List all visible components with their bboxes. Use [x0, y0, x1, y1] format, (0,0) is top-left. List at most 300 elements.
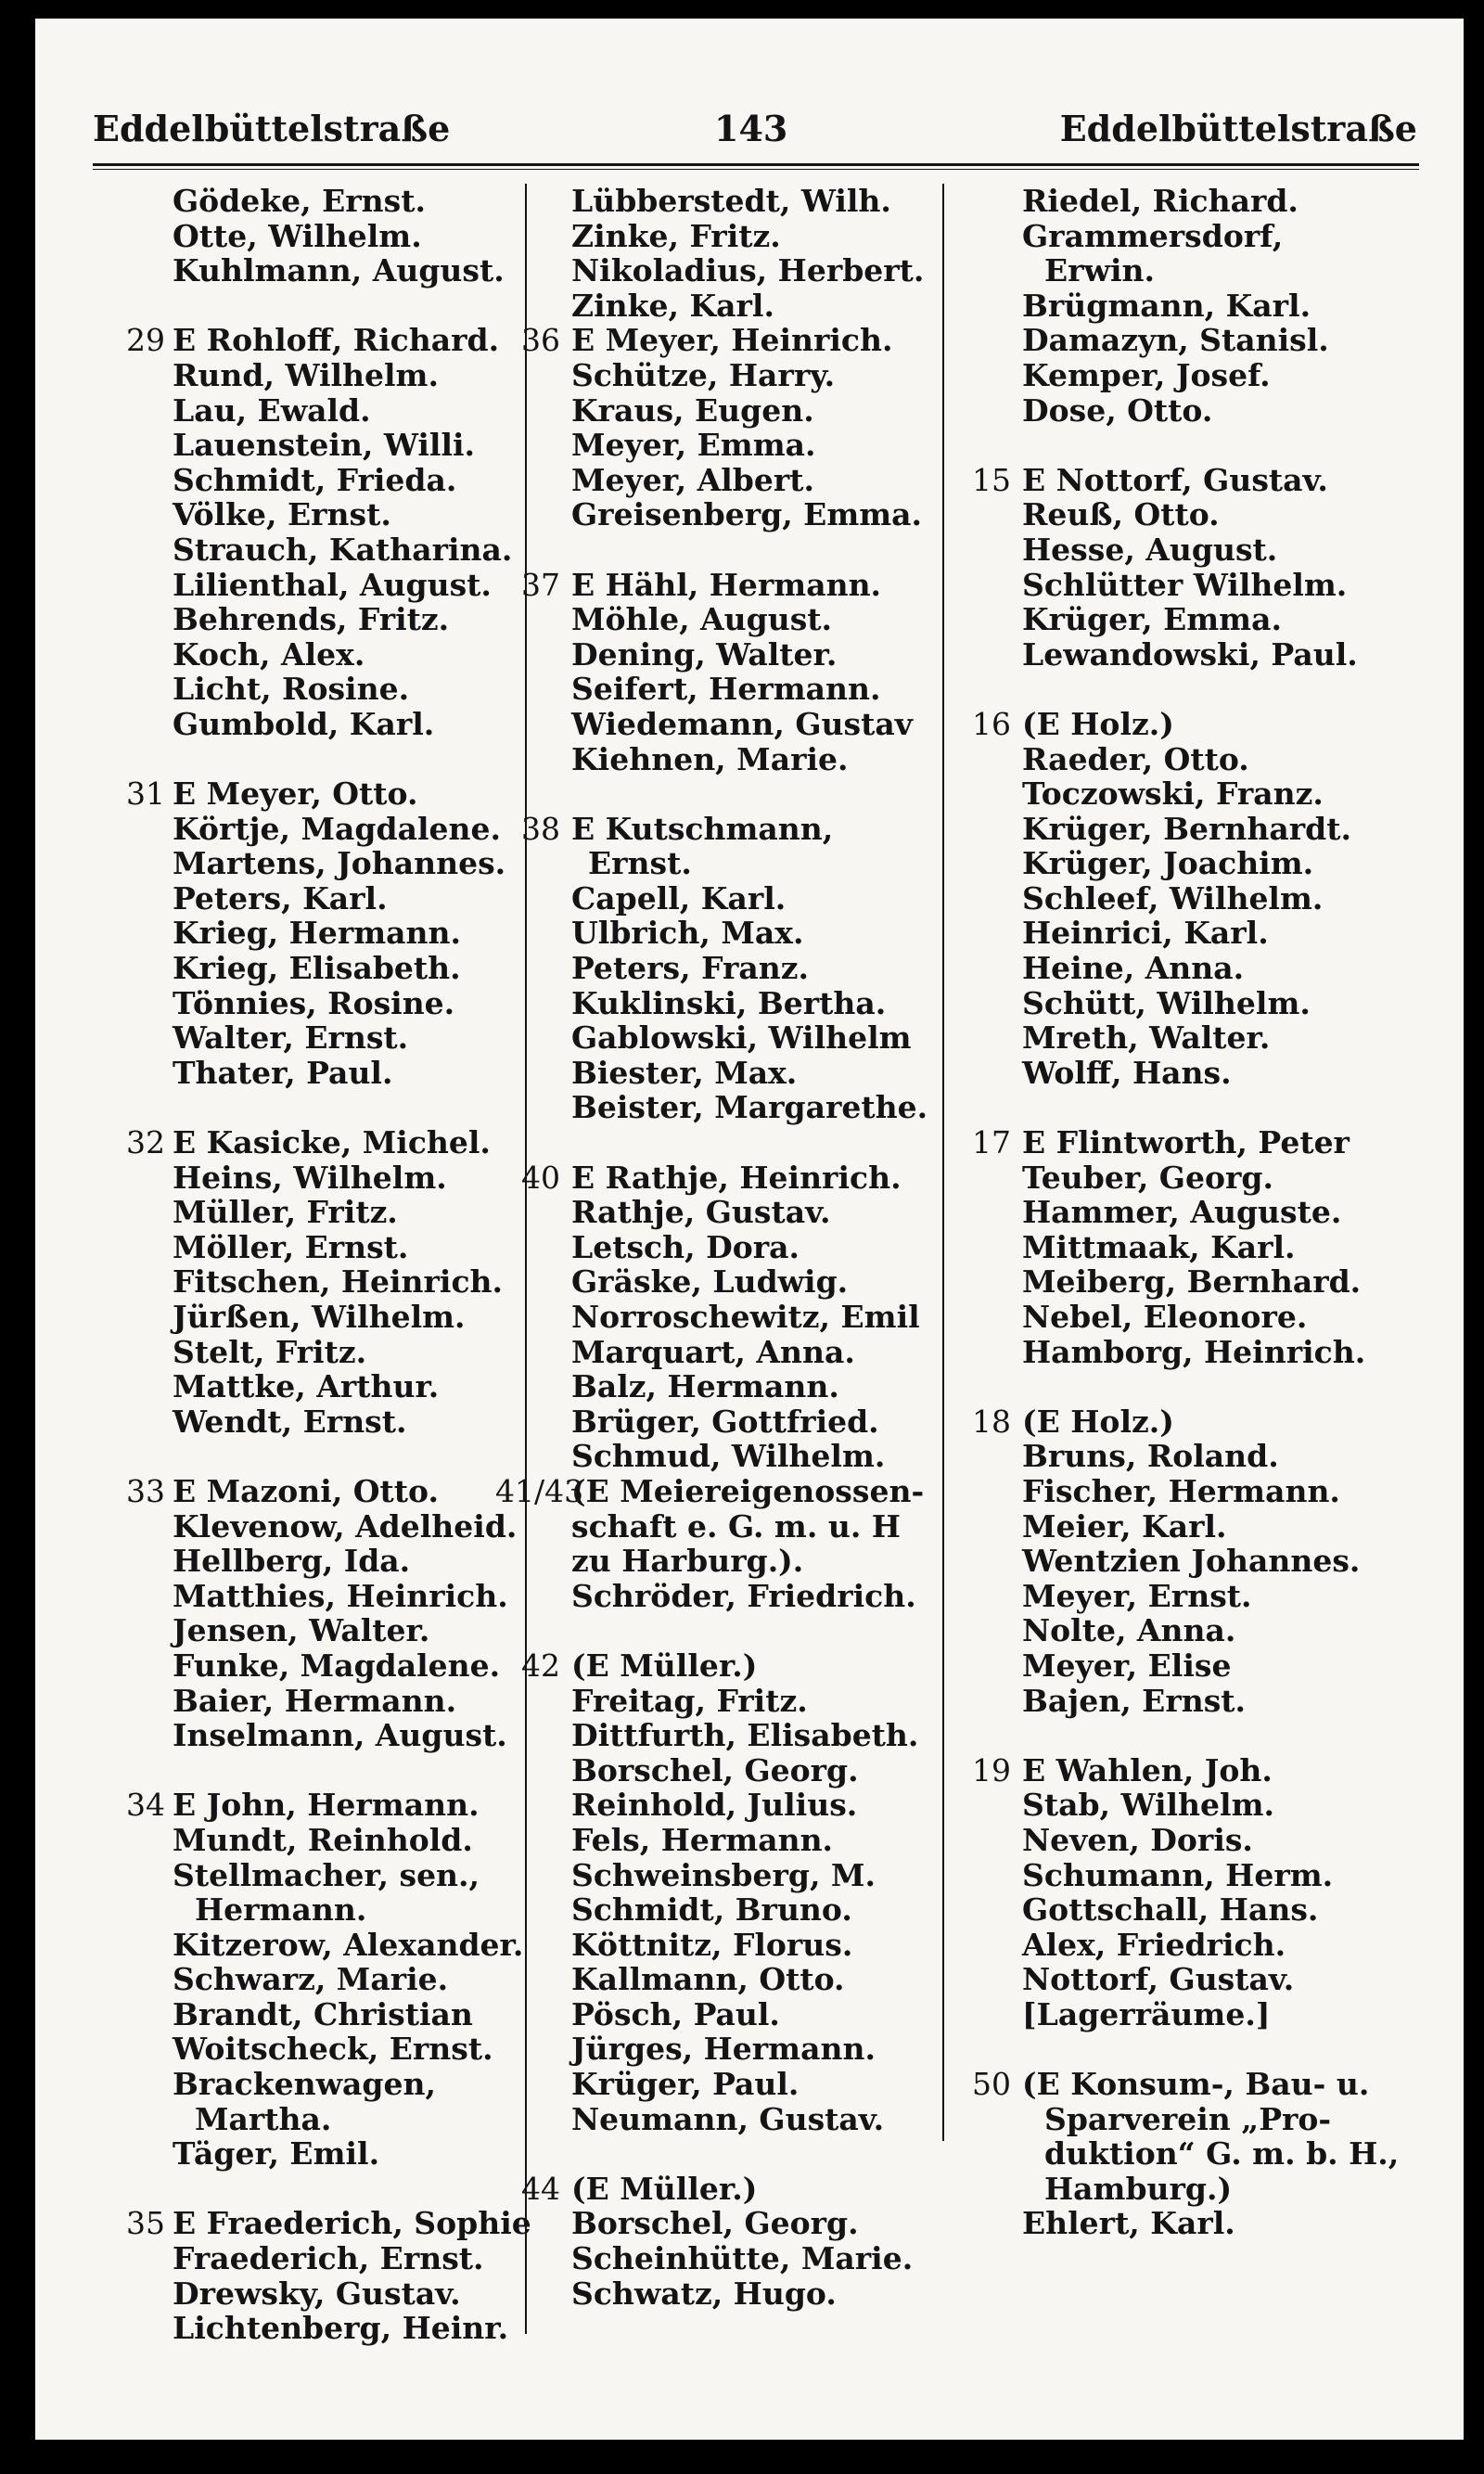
resident-entry [933, 1230, 1415, 1265]
resident-entry [495, 951, 931, 986]
house-number: 38 [521, 810, 560, 847]
resident-entry [933, 812, 1415, 847]
resident-name: Scheinhütte, Marie. [571, 2240, 914, 2277]
resident-entry [93, 1579, 547, 1614]
resident-entry [495, 288, 931, 324]
house-number: 36 [521, 322, 560, 359]
resident-entry [495, 1718, 931, 1753]
house-block [933, 1753, 1415, 2032]
resident-entry [933, 1300, 1415, 1335]
resident-entry [495, 637, 931, 673]
resident-name: E John, Hermann. [173, 1787, 480, 1824]
resident-entry [93, 1858, 547, 1893]
resident-name: Behrends, Fritz. [173, 601, 450, 638]
house-block [933, 463, 1415, 673]
resident-name: Körtje, Magdalene. [173, 810, 501, 847]
resident-entry [495, 1753, 931, 1788]
resident-entry [495, 1788, 931, 1823]
resident-name: Erwin. [1044, 252, 1155, 289]
resident-entry [495, 1509, 931, 1545]
resident-name: Drewsky, Gustav. [173, 2275, 461, 2312]
resident-name: Damazyn, Stanisl. [1022, 322, 1329, 359]
house-block [495, 812, 931, 1125]
resident-entry [93, 568, 547, 603]
house-block [495, 568, 931, 777]
resident-entry [495, 846, 931, 881]
resident-entry [495, 1892, 931, 1928]
resident-name: Norroschewitz, Emil [571, 1299, 920, 1335]
resident-entry [93, 1648, 547, 1684]
resident-name: Reuß, Otto. [1022, 496, 1220, 533]
resident-entry [933, 1509, 1415, 1545]
resident-entry [933, 1892, 1415, 1928]
resident-entry [495, 1335, 931, 1370]
resident-name: Jensen, Walter. [173, 1612, 430, 1649]
header-rule-thick [93, 163, 1419, 166]
resident-entry [93, 1020, 547, 1056]
resident-name: Möller, Ernst. [173, 1228, 409, 1265]
house-entry-first [933, 2067, 1415, 2102]
resident-entry [933, 637, 1415, 673]
resident-entry [93, 1160, 547, 1196]
resident-name: Schumann, Herm. [1022, 1856, 1334, 1893]
resident-entry [93, 2241, 547, 2276]
resident-entry [93, 1544, 547, 1579]
resident-name: Hellberg, Ida. [173, 1543, 411, 1580]
resident-entry [495, 1544, 931, 1579]
house-block [93, 1474, 547, 1753]
resident-name: Stelt, Fritz. [173, 1333, 367, 1370]
house-number: 31 [126, 776, 165, 813]
resident-name: Lichtenberg, Heinr. [173, 2310, 509, 2347]
house-block [933, 707, 1415, 1091]
resident-name: Nottorf, Gustav. [1022, 1961, 1295, 1998]
resident-entry [933, 1160, 1415, 1196]
resident-name: Stab, Wilhelm. [1022, 1787, 1274, 1824]
resident-name: Mittmaak, Karl. [1022, 1228, 1296, 1265]
resident-entry [933, 1020, 1415, 1056]
resident-name: Schlütter Wilhelm. [1022, 566, 1348, 603]
resident-name: Krieg, Elisabeth. [173, 950, 461, 987]
resident-name: Nikoladius, Herbert. [571, 252, 925, 289]
resident-entry [495, 1264, 931, 1300]
resident-name: Schmidt, Frieda. [173, 461, 457, 498]
resident-name: Klevenow, Adelheid. [173, 1507, 518, 1545]
resident-name: Kuhlmann, August. [173, 252, 505, 289]
resident-name: Balz, Hermann. [571, 1368, 839, 1405]
house-number: 40 [521, 1159, 560, 1196]
resident-name: Fels, Hermann. [571, 1821, 834, 1858]
column-2 [495, 184, 931, 2311]
house-number: 29 [126, 322, 165, 359]
resident-name: Schröder, Friedrich. [571, 1577, 916, 1614]
resident-entry [495, 916, 931, 951]
house-block [495, 1474, 931, 1613]
resident-entry [933, 2102, 1415, 2137]
resident-name: E Hähl, Hermann. [571, 566, 882, 603]
resident-entry [93, 393, 547, 429]
resident-entry [495, 742, 931, 777]
resident-entry [495, 1962, 931, 1997]
resident-entry [495, 1404, 931, 1440]
resident-entry [93, 2311, 547, 2346]
house-block [933, 1125, 1415, 1369]
resident-name: Lübberstedt, Wilh. [571, 183, 891, 219]
resident-name: Krüger, Joachim. [1022, 845, 1314, 882]
resident-name: Biester, Max. [571, 1054, 798, 1091]
resident-entry [93, 2067, 547, 2102]
resident-entry [495, 428, 931, 463]
resident-entry [933, 951, 1415, 986]
resident-name: Lilienthal, August. [173, 566, 492, 603]
house-entry-first [933, 1125, 1415, 1160]
resident-name: (E Konsum-, Bau- u. [1022, 2066, 1370, 2103]
house-block [495, 323, 931, 532]
resident-entry [93, 1718, 547, 1753]
resident-entry [93, 1892, 547, 1928]
resident-entry [495, 2206, 931, 2241]
resident-entry [933, 253, 1415, 288]
resident-name: Meyer, Ernst. [1022, 1577, 1252, 1614]
resident-entry [93, 2102, 547, 2137]
house-number: 35 [126, 2205, 165, 2242]
resident-name: Meyer, Emma. [571, 427, 816, 464]
resident-name: Ehlert, Karl. [1022, 2205, 1235, 2242]
directory-page [35, 19, 1464, 2440]
resident-name: Meiberg, Bernhard. [1022, 1263, 1362, 1301]
house-number: 19 [972, 1751, 1011, 1788]
resident-name: Heinrici, Karl. [1022, 915, 1269, 952]
resident-name: (E Meiereigenossen- [571, 1472, 925, 1509]
house-entry-first [933, 1404, 1415, 1440]
house-entry-first [495, 568, 931, 603]
resident-entry [933, 532, 1415, 568]
resident-entry [933, 1648, 1415, 1684]
page-header [93, 100, 1417, 160]
resident-name: Fitschen, Heinrich. [173, 1263, 504, 1301]
resident-name: Otte, Wilhelm. [173, 217, 422, 254]
resident-name: Kiehnen, Marie. [571, 740, 849, 777]
resident-name: Schweinsberg, M. [571, 1856, 876, 1893]
resident-entry [933, 602, 1415, 637]
resident-entry [495, 1230, 931, 1265]
resident-name: Seifert, Hermann. [571, 671, 881, 708]
resident-entry [495, 1056, 931, 1091]
house-block [495, 2172, 931, 2311]
resident-name: Brandt, Christian [173, 1995, 473, 2032]
house-entry-first [495, 323, 931, 358]
house-number: 18 [972, 1403, 1011, 1440]
house-block [93, 2206, 547, 2345]
resident-entry [93, 812, 547, 847]
resident-entry [933, 916, 1415, 951]
house-block [933, 2067, 1415, 2241]
resident-name: Walter, Ernst. [173, 1019, 409, 1057]
resident-entry [495, 1300, 931, 1335]
resident-entry [93, 1056, 547, 1091]
resident-name: Schmud, Wilhelm. [571, 1438, 886, 1475]
house-number: 42 [521, 1647, 560, 1684]
resident-entry [93, 637, 547, 673]
resident-entry [933, 323, 1415, 358]
house-entry-first [495, 1648, 931, 1684]
resident-entry [933, 2206, 1415, 2241]
resident-name: Sparverein „Pro- [1044, 2100, 1332, 2137]
resident-name: Jürges, Hermann. [571, 2031, 876, 2068]
resident-name: Hesse, August. [1022, 531, 1278, 568]
resident-entry [933, 184, 1415, 219]
resident-entry [93, 1613, 547, 1648]
house-block [495, 1648, 931, 2136]
resident-entry [933, 1544, 1415, 1579]
resident-name: Jürßen, Wilhelm. [173, 1299, 466, 1335]
resident-name: Kallmann, Otto. [571, 1961, 845, 1998]
resident-entry [93, 253, 547, 288]
resident-entry [495, 1928, 931, 1963]
resident-name: Hamborg, Heinrich. [1022, 1333, 1366, 1370]
resident-name: Meier, Karl. [1022, 1507, 1227, 1545]
resident-entry [93, 2276, 547, 2312]
resident-entry [495, 393, 931, 429]
resident-entry [495, 2241, 931, 2276]
resident-entry [933, 1195, 1415, 1230]
resident-entry [93, 1823, 547, 1858]
resident-name: E Fraederich, Sophie [173, 2205, 531, 2242]
house-number: 16 [972, 705, 1011, 742]
house-number: 32 [126, 1124, 165, 1161]
resident-entry [495, 219, 931, 254]
resident-entry [933, 742, 1415, 777]
house-block [933, 1404, 1415, 1718]
resident-name: Stellmacher, sen., [173, 1856, 480, 1893]
resident-entry [933, 1474, 1415, 1509]
resident-entry [933, 1858, 1415, 1893]
resident-name: Krüger, Emma. [1022, 601, 1282, 638]
resident-entry [933, 2136, 1415, 2172]
resident-name: Wiedemann, Gustav [571, 705, 913, 742]
resident-name: Hamburg.) [1044, 2170, 1233, 2207]
resident-entry [495, 2102, 931, 2137]
house-number: 41/43 [495, 1472, 584, 1509]
resident-entry [93, 2032, 547, 2067]
resident-name: E Flintworth, Peter [1022, 1124, 1350, 1161]
resident-name: Müller, Fritz. [173, 1194, 398, 1231]
house-entry-first [495, 1474, 931, 1509]
house-number: 50 [972, 2066, 1011, 2103]
resident-name: E Kutschmann, [571, 810, 834, 847]
resident-name: Licht, Rosine. [173, 671, 410, 708]
resident-entry [933, 1997, 1415, 2032]
resident-name: Kuklinski, Bertha. [571, 984, 887, 1021]
resident-entry [933, 776, 1415, 812]
resident-entry [93, 951, 547, 986]
house-entry-first [933, 463, 1415, 498]
resident-entry [495, 1020, 931, 1056]
resident-entry [495, 2276, 931, 2312]
resident-name: Riedel, Richard. [1022, 183, 1298, 219]
house-block [93, 776, 547, 1090]
resident-name: Mundt, Reinhold. [173, 1821, 473, 1858]
house-block [93, 1788, 547, 2172]
resident-entry [93, 707, 547, 742]
resident-name: Woitscheck, Ernst. [173, 2031, 493, 2068]
house-number: 37 [521, 566, 560, 603]
resident-entry [495, 184, 931, 219]
house-entry-first [93, 323, 547, 358]
resident-name: Grammersdorf, [1022, 217, 1284, 254]
header-rule-thin [93, 169, 1419, 170]
resident-entry [495, 602, 931, 637]
resident-entry [933, 1928, 1415, 1963]
resident-entry [93, 1928, 547, 1963]
resident-name: Neven, Doris. [1022, 1821, 1253, 1858]
resident-name: Ulbrich, Max. [571, 915, 804, 952]
resident-entry [933, 219, 1415, 254]
resident-name: Raeder, Otto. [1022, 740, 1249, 777]
resident-name: E Mazoni, Otto. [173, 1472, 439, 1509]
resident-entry [93, 358, 547, 393]
resident-name: Marquart, Anna. [571, 1333, 855, 1370]
resident-name: Toczowski, Franz. [1022, 776, 1324, 813]
resident-name: Greisenberg, Emma. [571, 496, 923, 533]
resident-entry [93, 1264, 547, 1300]
resident-entry [93, 846, 547, 881]
resident-name: Schütt, Wilhelm. [1022, 984, 1311, 1021]
resident-name: Ernst. [588, 845, 692, 882]
resident-name: Zinke, Karl. [571, 287, 774, 324]
resident-name: Dittfurth, Elisabeth. [571, 1717, 919, 1754]
resident-name: Schwarz, Marie. [173, 1961, 449, 1998]
resident-name: Heins, Wilhelm. [173, 1159, 447, 1196]
resident-name: Peters, Karl. [173, 879, 388, 917]
resident-name: E Rathje, Heinrich. [571, 1159, 902, 1196]
resident-name: Schleef, Wilhelm. [1022, 879, 1324, 917]
resident-entry [933, 568, 1415, 603]
resident-name: Bruns, Roland. [1022, 1438, 1279, 1475]
resident-entry [495, 672, 931, 707]
resident-entry [93, 2136, 547, 2172]
resident-entry [495, 2067, 931, 2102]
resident-name: Martens, Johannes. [173, 845, 506, 882]
resident-entry [933, 986, 1415, 1021]
resident-entry [93, 1997, 547, 2032]
resident-entry [933, 846, 1415, 881]
resident-name: E Nottorf, Gustav. [1022, 461, 1328, 498]
resident-name: Wendt, Ernst. [173, 1403, 407, 1440]
resident-entry [933, 497, 1415, 532]
resident-name: Gumbold, Karl. [173, 705, 435, 742]
house-entry-first [93, 2206, 547, 2241]
page-number: 143 [714, 108, 788, 149]
resident-entry [933, 881, 1415, 917]
resident-entry [495, 358, 931, 393]
resident-entry [495, 1858, 931, 1893]
resident-name: Letsch, Dora. [571, 1228, 800, 1265]
resident-entry [495, 1579, 931, 1614]
resident-name: Gödeke, Ernst. [173, 183, 426, 219]
resident-entry [495, 1439, 931, 1474]
resident-name: Täger, Emil. [173, 2135, 380, 2173]
resident-name: Pösch, Paul. [571, 1995, 780, 2032]
resident-entry [93, 184, 547, 219]
resident-entry [93, 1962, 547, 1997]
resident-entry [933, 1264, 1415, 1300]
resident-entry [93, 881, 547, 917]
resident-name: Bajen, Ernst. [1022, 1682, 1247, 1719]
resident-name: Schmidt, Bruno. [571, 1891, 852, 1929]
resident-entry [93, 672, 547, 707]
resident-entry [933, 1335, 1415, 1370]
resident-entry [933, 358, 1415, 393]
house-block [93, 323, 547, 741]
resident-entry [93, 219, 547, 254]
resident-name: Lewandowski, Paul. [1022, 635, 1358, 673]
resident-name: Hammer, Auguste. [1022, 1194, 1342, 1231]
resident-name: (E Holz.) [1022, 705, 1174, 742]
resident-name: Strauch, Katharina. [173, 531, 513, 568]
resident-entry [933, 1823, 1415, 1858]
resident-entry [495, 881, 931, 917]
resident-name: Lau, Ewald. [173, 391, 371, 429]
resident-entry [495, 1823, 931, 1858]
resident-name: Koch, Alex. [173, 635, 365, 673]
resident-name: Kemper, Josef. [1022, 356, 1271, 393]
resident-name: Möhle, August. [571, 601, 833, 638]
resident-name: Lauenstein, Willi. [173, 427, 476, 464]
house-number: 33 [126, 1472, 165, 1509]
resident-name: Beister, Margarethe. [571, 1089, 928, 1126]
resident-name: Borschel, Georg. [571, 2205, 859, 2242]
resident-name: Borschel, Georg. [571, 1751, 859, 1788]
resident-entry [933, 1613, 1415, 1648]
resident-name: Nebel, Eleonore. [1022, 1299, 1308, 1335]
resident-entry [93, 1335, 547, 1370]
resident-entry [933, 1962, 1415, 1997]
resident-name: Brackenwagen, [173, 2066, 436, 2103]
resident-name: Matthies, Heinrich. [173, 1577, 508, 1614]
house-entry-first [93, 1474, 547, 1509]
resident-entry [495, 1090, 931, 1125]
resident-entry [933, 2172, 1415, 2207]
house-number: 44 [521, 2170, 560, 2207]
resident-entry [495, 1997, 931, 2032]
house-block [93, 184, 547, 288]
resident-name: Kraus, Eugen. [571, 391, 814, 429]
resident-name: (E Holz.) [1022, 1403, 1174, 1440]
resident-name: Inselmann, August. [173, 1717, 507, 1754]
resident-name: Schwatz, Hugo. [571, 2275, 837, 2312]
resident-entry [495, 463, 931, 498]
resident-name: Freitag, Fritz. [571, 1682, 808, 1719]
resident-entry [93, 1404, 547, 1440]
resident-entry [93, 497, 547, 532]
resident-entry [933, 393, 1415, 429]
house-entry-first [933, 1753, 1415, 1788]
resident-name: Funke, Magdalene. [173, 1647, 501, 1684]
resident-name: Kitzerow, Alexander. [173, 1926, 524, 1963]
resident-entry [93, 532, 547, 568]
resident-name: Köttnitz, Florus. [571, 1926, 853, 1963]
resident-name: Meyer, Elise [1022, 1647, 1232, 1684]
resident-name: (E Müller.) [571, 1647, 758, 1684]
resident-entry [495, 986, 931, 1021]
house-block [93, 1125, 547, 1439]
resident-name: Heine, Anna. [1022, 950, 1245, 987]
resident-name: Wentzien Johannes. [1022, 1543, 1361, 1580]
resident-entry [933, 1579, 1415, 1614]
resident-name: Reinhold, Julius. [571, 1787, 858, 1824]
resident-name: Krieg, Hermann. [173, 915, 461, 952]
